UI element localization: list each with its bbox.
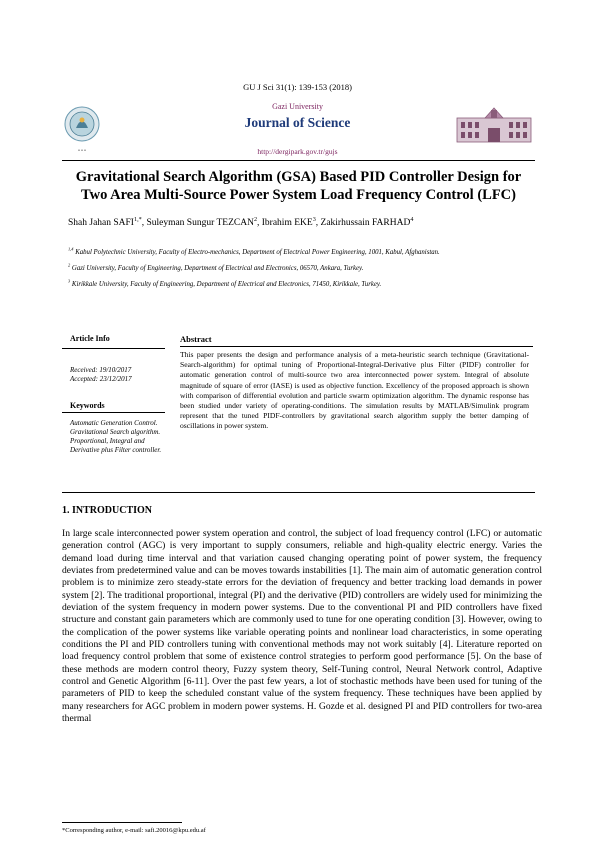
affiliation: [68, 262, 538, 272]
keyword-item: Proportional, Integral and Derivative plus Filter controller.: [70, 437, 162, 454]
corresponding-author-footnote: *Corresponding author, e-mail: safi.20016@kpu.edu.af: [62, 827, 206, 834]
keywords-rule: [62, 412, 165, 413]
svg-text:• • •: • • •: [78, 149, 86, 154]
keyword-item: Gravitational Search algorithm.: [70, 428, 161, 436]
affiliation-sup: 3: [68, 278, 71, 284]
affiliation-text: Kirikkale University, Faculty of Engineering, Department of Electrical and Electronics, 71450, Kirikkale, Turkey.: [71, 281, 382, 288]
author-sup: 4: [410, 216, 414, 223]
author-name: Ibrahim EKE: [261, 218, 313, 228]
university-name: Gazi University: [272, 102, 323, 111]
received-date: Received: 19/10/2017: [70, 366, 132, 374]
section-heading: 1. INTRODUCTION: [62, 505, 153, 516]
article-info-heading: Article Info: [70, 334, 110, 343]
author-name: Zakirhussain FARHAD: [320, 218, 411, 228]
author-name: Suleyman Sungur TEZCAN: [146, 218, 254, 228]
introduction-body: [62, 528, 542, 726]
affiliation: [68, 246, 538, 256]
affiliation-sup: 1,4: [68, 246, 74, 252]
abstract-text: This paper presents the design and performance analysis of a meta-heuristic search technique (Gravitational-Search-algorithm) for optimal tuning of Proportional-Integral-Derivative plus Filter (PIDF) controller for automatic generation control of multi-source two area interconnected power system. Integral of absolute magnitude of square of error (IASE) is used as objective function. Excellency of the proposed approach is shown with comparison of differential evolution and particle swarm optimization algorithm. The dynamic response has been studied under variety of operating-conditions. The simulation results by MATLAB/Simulink program represent that the tuned PIDF-controllers by gravitational search algorithm supply the better damping of oscillations in power system.: [180, 350, 529, 431]
header-divider: [62, 160, 535, 161]
journal-url[interactable]: http://dergipark.gov.tr/gujs: [257, 147, 338, 156]
abstract-rule: [180, 346, 533, 347]
journal-name: Journal of Science: [244, 115, 351, 130]
author-sup: 1,*: [133, 216, 142, 223]
affiliation-text: Gazi University, Faculty of Engineering, Department of Electrical and Electronics, 06570, Ankara, Turkey.: [71, 265, 364, 272]
article-info-rule: [62, 348, 165, 349]
keyword-list: [70, 419, 165, 455]
affiliation: [68, 278, 538, 288]
introduction-paragraph: In large scale interconnected power system operation and control, the subject of load frequency control (LFC) or automatic generation control (AGC) is very important to supply consumers, reliable and high-quality electric energy. Varies the demand load during time interval and that variation caused changing operating point of power system, the frequency deviates from predetermined value and can be moves towards instabilities [1]. The main aim of automatic generation control problem is to minimize zero steady-state errors for the deviation of frequency and better tracking load demands in power system [2]. The traditional proportional, integral (PI) and the derivative (PID) controllers are widely used for minimizing the deviation of the system frequency in modern power systems. Due to the conventional PI and PID controllers have fixed structure and constant gain parameters which are commonly used to tune for one operating condition [3]. However, owing to the complication of the power systems like variable operating points and nonlinear load characteristics, in some operating conditions the PI and PID controllers tuning with conventional methods may not work suitably [4]. Literature reported on load frequency control problem that some of existence control strategies to perform good performance [5]. On the base of these methods are modern control theory, Fuzzy system theory, Self-Tuning control, Neural Network control, Adaptive control and Genetic Algorithm [6-11]. Over the past few years, a lot of stochastic methods have been used for tuning of the parameters of PID to keep the scheduled constant value of the system frequency. These techniques have been applied by many researchers for AGC problem in modern power systems. H. Gozde et al. designed PI and PID controllers for two-area thermal: [62, 528, 542, 725]
section-divider: [62, 492, 535, 493]
keyword-item: Automatic Generation Control.: [70, 419, 158, 427]
abstract-heading: Abstract: [180, 334, 212, 344]
paper-title: Gravitational Search Algorithm (GSA) Based PID Controller Design for Two Area Multi-Source Power System Load Frequency Control (LFC): [75, 169, 522, 203]
author-name: Shah Jahan SAFI: [68, 218, 134, 228]
keywords-heading: Keywords: [70, 401, 105, 410]
author-sup: 2: [253, 216, 258, 223]
accepted-date: Accepted: 23/12/2017: [70, 375, 132, 383]
author-list: Shah Jahan $SAFI^{1,*}$, Suleyman Sungur TEZCAN$^2$, Ibrahim EKE$^3$, Zakirhussain FARHAD$^4$: [68, 216, 414, 228]
building-illustration-icon: [455, 104, 533, 144]
author-sup: 3: [312, 216, 316, 223]
affiliation-text: Kabul Polytechnic University, Faculty of Electro-mechanics, Department of Electrical Power Engineering, 1001, Kabul, Afghanistan.: [75, 249, 440, 256]
affiliation-sup: 2: [68, 262, 71, 268]
journal-reference: GU J Sci 31(1): 139-153 (2018): [243, 82, 352, 92]
footnote-rule: [62, 822, 182, 823]
